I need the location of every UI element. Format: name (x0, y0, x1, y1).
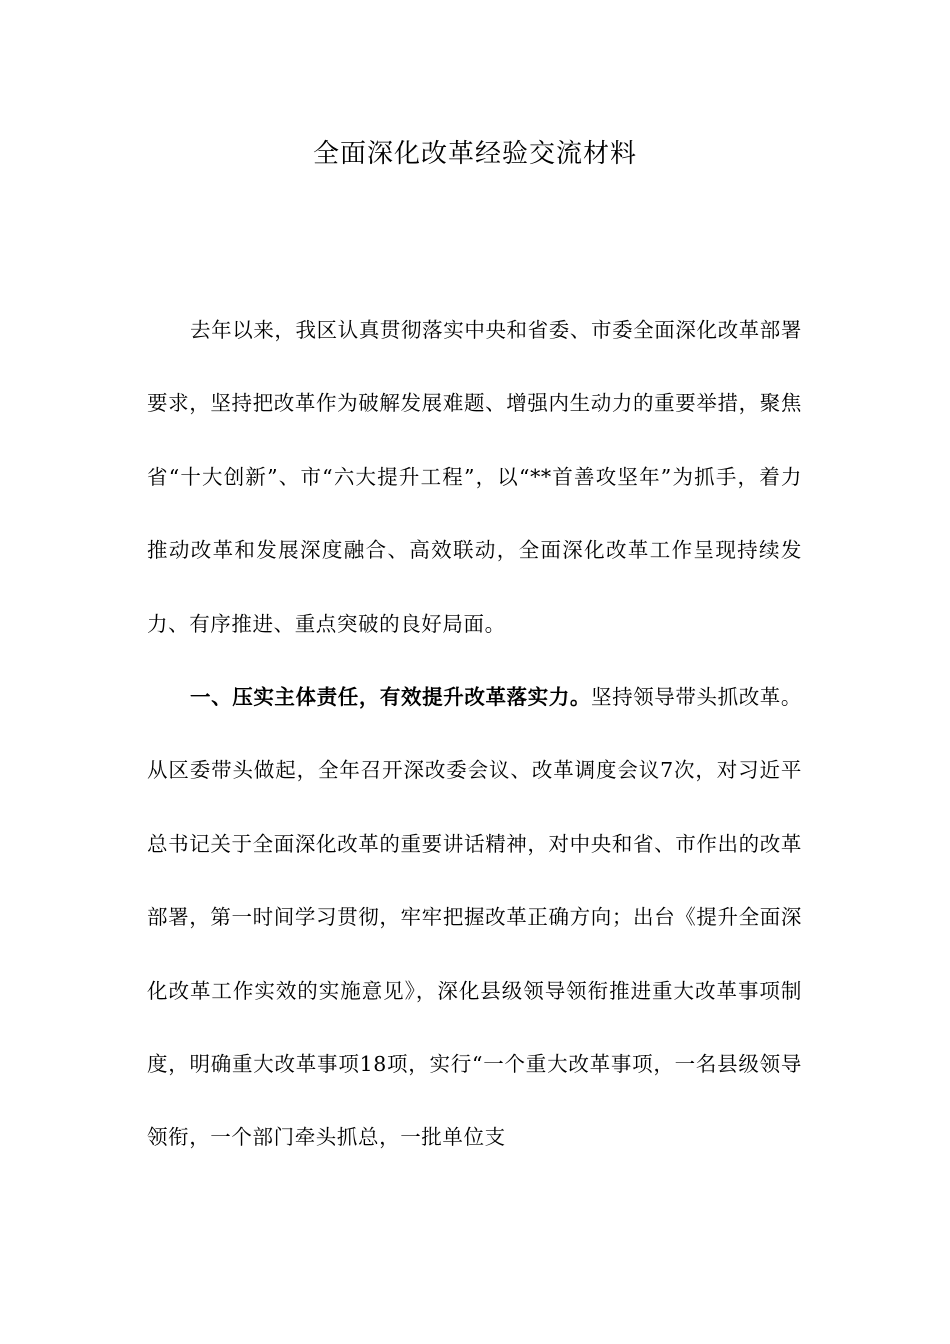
section-one-text: 坚持领导带头抓改革。从区委带头做起，全年召开深改委会议、改革调度会议7次，对习近平总书记关于全面深化改革的重要讲话精神，对中央和省、市作出的改革部署，第一时间学习贯彻，牢牢把握改革正确方向；出台《提升全面深化改革工作实效的实施意见》，深化县级领导领衔推进重大改革事项制度，明确重大改革事项18项，实行“一个重大改革事项，一名县级领导领衔，一个部门牵头抓总，一批单位支 (147, 685, 802, 1150)
paragraph-intro-text: 去年以来，我区认真贯彻落实中央和省委、市委全面深化改革部署要求，坚持把改革作为破解发展难题、增强内生动力的重要举措，聚焦省“十大创新”、市“六大提升工程”，以“**首善攻坚年”为抓手，着力推动改革和发展深度融合、高效联动，全面深化改革工作呈现持续发力、有序推进、重点突破的良好局面。 (147, 318, 802, 636)
paragraph-section-one (147, 661, 802, 1175)
paragraph-intro (147, 294, 802, 661)
document-title: 全面深化改革经验交流材料 (312, 139, 637, 169)
section-one-heading: 一、压实主体责任，有效提升改革落实力。 (190, 685, 591, 709)
